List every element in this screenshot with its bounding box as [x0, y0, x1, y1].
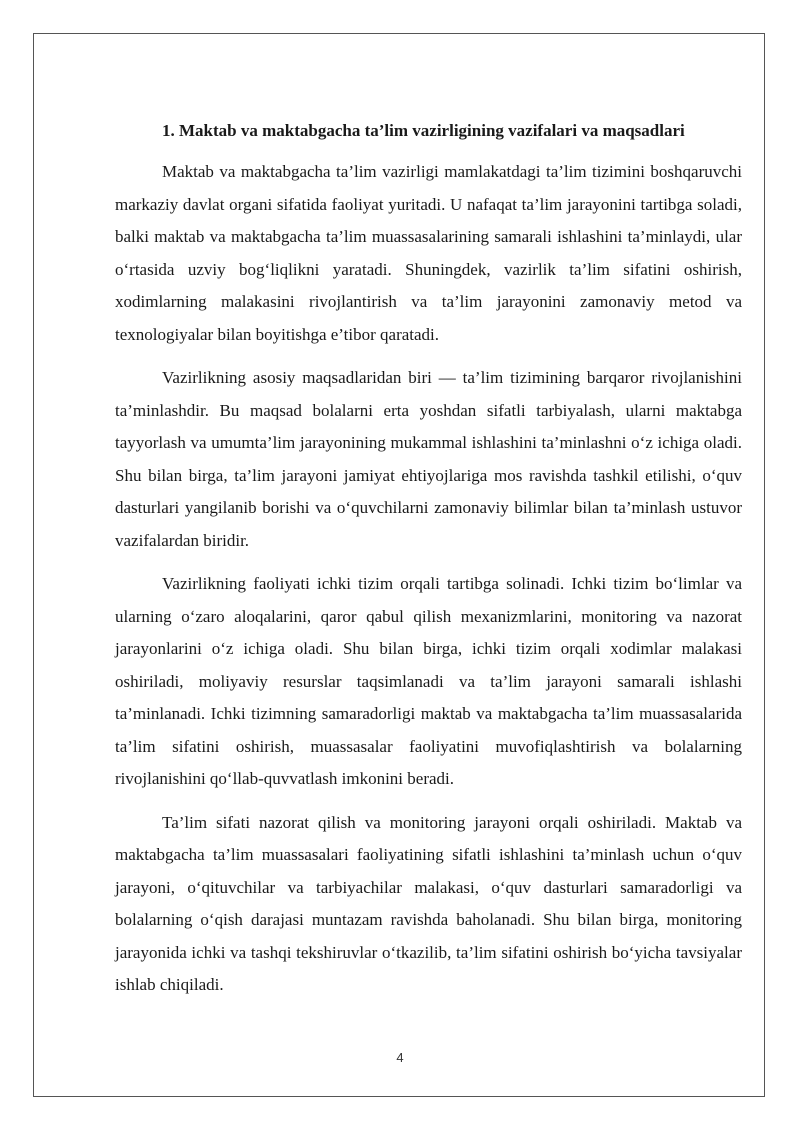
- paragraph-1: Maktab va maktabgacha ta’lim vazirligi mamlakatdagi ta’lim tizimini boshqaruvchi markaziy davlat organi sifatida faoliyat yuritadi. U nafaqat ta’lim jarayonini tartibga soladi, balki maktab va maktabgacha ta’lim muassasalarining samarali ishlashini ta’minlaydi, ular o‘rtasida uzviy bog‘liqlikni yaratadi. Shuningdek, vazirlik ta’lim sifatini oshirish, xodimlarning malakasini rivojlantirish va ta’lim jarayonini zamonaviy metod va texnologiyalar bilan boyitishga e’tibor qaratadi.: [115, 162, 742, 344]
- paragraph-4: Ta’lim sifati nazorat qilish va monitoring jarayoni orqali oshiriladi. Maktab va maktabgacha ta’lim muassasalari faoliyatining sifatli ishlashini ta’minlash uchun o‘quv jarayoni, o‘qituvchilar va tarbiyachilar malakasi, o‘quv dasturlari samaradorligi va bolalarning o‘qish darajasi muntazam ravishda baholanadi. Shu bilan birga, monitoring jarayonida ichki va tashqi tekshiruvlar o‘tkazilib, ta’lim sifatini oshirish bo‘yicha tavsiyalar ishlab chiqiladi.: [115, 812, 742, 994]
- page-number: 4: [396, 1050, 404, 1065]
- paragraph-3: Vazirlikning faoliyati ichki tizim orqali tartibga solinadi. Ichki tizim bo‘limlar va ularning o‘zaro aloqalarini, qaror qabul qilish mexanizmlarini, monitoring va nazorat jarayonlarini o‘z ichiga oladi. Shu bilan birga, ichki tizim orqali xodimlar malakasi oshiriladi, moliyaviy resurslar taqsimlanadi va ta’lim jarayoni samarali ishlashi ta’minlanadi. Ichki tizimning samaradorligi maktab va maktabgacha ta’lim muassasalarida ta’lim sifatini oshirish, muassasalar faoliyatini muvofiqlashtirish va bolalarning rivojlanishini qo‘llab-quvvatlash imkonini beradi.: [115, 574, 742, 788]
- section-heading: 1. Maktab va maktabgacha ta’lim vazirligining vazifalari va maqsadlari: [162, 121, 685, 140]
- document-body: [115, 118, 742, 1013]
- paragraph-2: Vazirlikning asosiy maqsadlaridan biri — ta’lim tizimining barqaror rivojlanishini ta’minlashdir. Bu maqsad bolalarni erta yoshdan sifatli tarbiyalash, ularni maktabga tayyorlash va umumta’lim jarayonining mukammal ishlashini ta’minlashni o‘z ichiga oladi. Shu bilan birga, ta’lim jarayoni jamiyat ehtiyojlariga mos ravishda tashkil etilishi, o‘quv dasturlari yangilanib borishi va o‘quvchilarni zamonaviy bilimlar bilan ta’minlash ustuvor vazifalardan biridir.: [115, 368, 742, 550]
